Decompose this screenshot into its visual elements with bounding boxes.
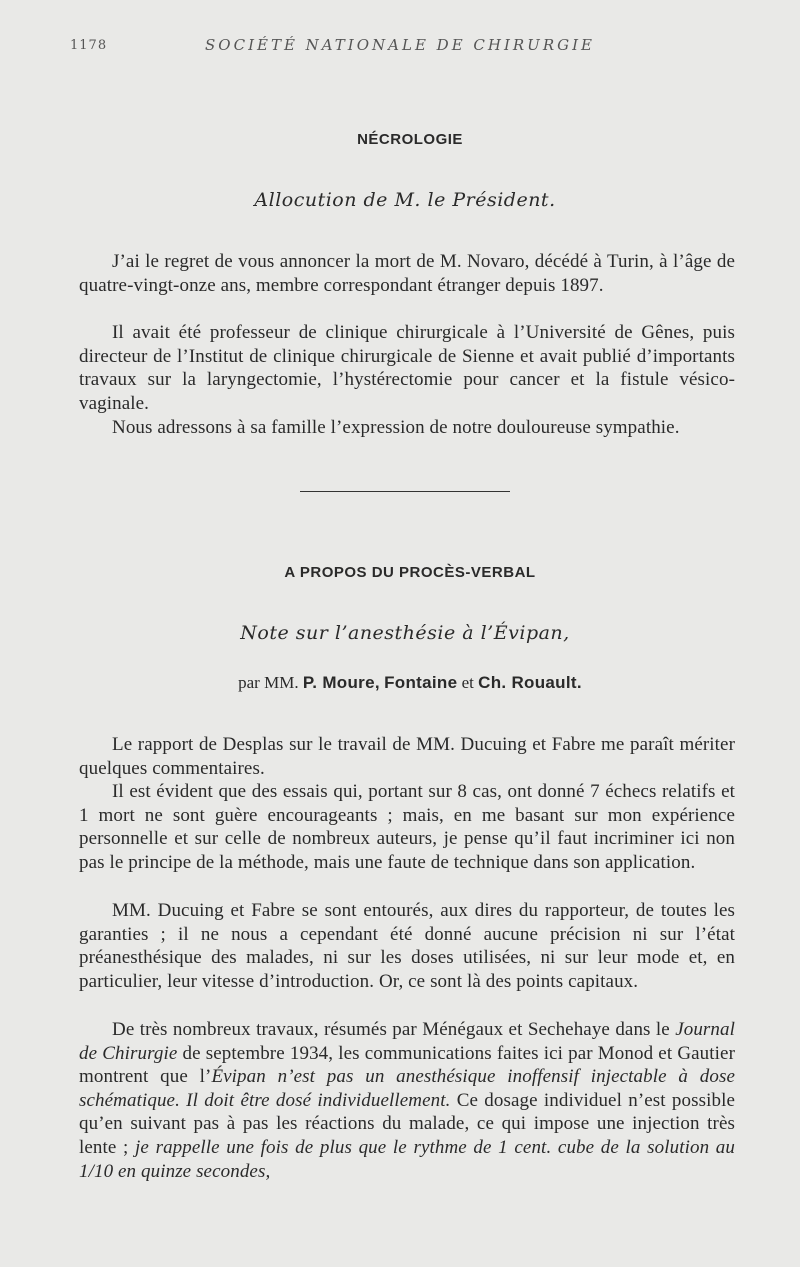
journal-title: Journal de Chirurgie (79, 1019, 735, 1064)
section-divider (300, 491, 510, 492)
article-paragraph-2: Il est évident que des essais qui, portant sur 8 cas, ont donné 7 échecs relatifs et 1 mort ne sont guère encourageants ; mais, en me basant sur mon expérience personnelle et sur celle de nombreux auteurs, je pense qu’il faut incriminer ici non pas le principe de la méthode, mais une faute de technique dans son application. (79, 781, 735, 873)
byline-et: et (461, 673, 474, 692)
p4-italic-emphasis: Évipan n’est pas un anesthésique inoffensif injectable à dose schématique. Il doit être dosé individuellement. (79, 1066, 735, 1111)
necrologie-paragraph-1: J’ai le regret de vous annoncer la mort de M. Novaro, décédé à Turin, à l’âge de quatre-vingt-onze ans, membre correspondant étranger depuis 1897. (79, 251, 735, 296)
necrologie-paragraph-3: Nous adressons à sa famille l’expression de notre douloureuse sympathie. (112, 417, 680, 438)
author-moure: P. Moure, (302, 673, 380, 692)
p4-text-b: de septembre 1934, les communications faites ici par Monod et Gautier montrent que l’ (79, 1042, 736, 1088)
necrologie-paragraph-2: Il avait été professeur de clinique chirurgicale à l’Université de Gênes, puis directeur de l’Institut de clinique chirurgicale de Sienne et avait publié d’importants travaux sur la laryngectomie, l’hystérectomie pour cancer et la fistule vésico-vaginale. (79, 322, 735, 414)
p4-italic-rhythm: je rappelle une fois de plus que le rythme de 1 cent. cube de la solution au 1/10 en quinze secondes, (79, 1136, 735, 1182)
article-paragraph-1: Le rapport de Desplas sur le travail de MM. Ducuing et Fabre me paraît mériter quelques commentaires. (79, 734, 735, 779)
section-subheading-allocution: Allocution de M. le Président. (254, 189, 556, 211)
p4-text-a: De très nombreux travaux, résumés par Ménégaux et Sechehaye dans le (112, 1019, 670, 1040)
article-paragraph-3: MM. Ducuing et Fabre se sont entourés, aux dires du rapporteur, de toutes les garanties ; il ne nous a cependant été donné aucune précision ni sur l’état préanesthésique des malades, ni sur les doses utilisées, ni sur leur mode et, en particulier, leur vitesse d’introduction. Or, ce sont là des points capitaux. (79, 900, 735, 992)
p4-text-c: Ce dosage individuel n’est possible qu’en suivant pas à pas les réactions du malade, ce qui impose une injection très lente ; (79, 1089, 735, 1158)
author-rouault: Ch. Rouault. (478, 673, 582, 692)
byline-prefix: par MM. (238, 673, 299, 692)
section-heading-proces-verbal: A PROPOS DU PROCÈS-VERBAL (284, 564, 536, 581)
article-paragraph-4 (79, 1018, 735, 1183)
section-heading-necrologie: NÉCROLOGIE (357, 131, 463, 148)
page-number: 1178 (70, 38, 108, 53)
article-byline (0, 673, 800, 693)
article-title: Note sur l’anesthésie à l’Évipan, (240, 622, 570, 644)
running-title: SOCIÉTÉ NATIONALE DE CHIRURGIE (205, 36, 595, 54)
author-fontaine: Fontaine (384, 673, 458, 692)
